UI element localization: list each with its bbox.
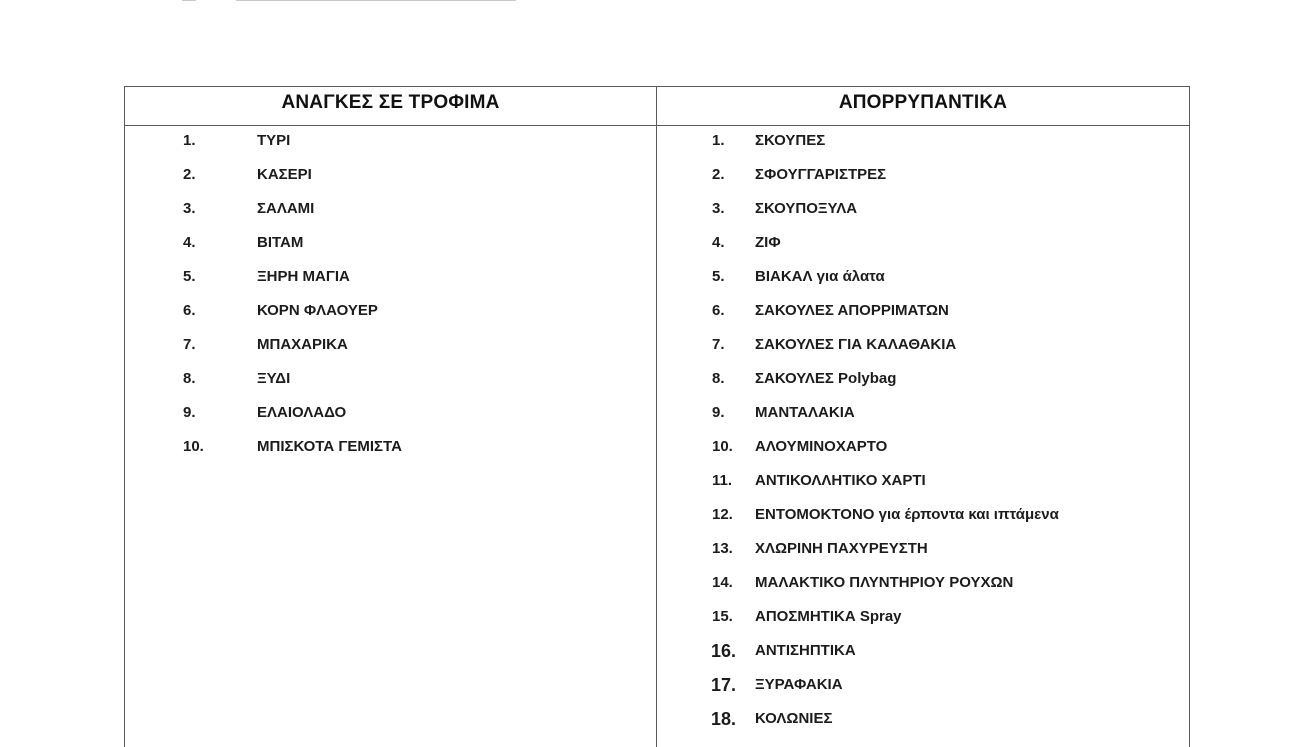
item-number: 10. [712,438,733,455]
item-text: ΕΛΑΙΟΛΑΔΟ [257,404,347,421]
item-text: ΒΙΑΚΑΛ για άλατα [755,268,885,285]
item-text: ΑΠΟΣΜΗΤΙΚΑ Spray [755,608,902,625]
item-text: ΚΑΣΕΡΙ [257,166,312,183]
item-text: ΒΙΤΑΜ [257,234,304,251]
item-text: ΚΟΛΩΝΙΕΣ [755,710,833,727]
detergent-list-item [657,127,1189,161]
item-text: ΣΑΚΟΥΛΕΣ ΑΠΟΡΡΙΜΑΤΩΝ [755,302,949,319]
detergent-list-item [657,569,1189,603]
food-list-item [125,365,656,399]
item-text: ΣΚΟΥΠΟΞΥΛΑ [755,200,858,217]
detergent-list-item [657,229,1189,263]
item-text: ΣΑΚΟΥΛΕΣ Polybag [755,370,897,387]
detergent-list-item [657,705,1189,739]
detergent-list-item [657,399,1189,433]
item-text: ΣΑΚΟΥΛΕΣ ΓΙΑ ΚΑΛΑΘΑΚΙΑ [755,336,957,353]
item-number: 8. [183,370,196,387]
cropped-previous-line [182,0,522,4]
food-list-item [125,195,656,229]
item-number: 3. [183,200,196,217]
item-text: ΣΦΟΥΓΓΑΡΙΣΤΡΕΣ [755,166,887,183]
item-text: ΞΥΔΙ [257,370,291,387]
item-number: 7. [712,336,725,353]
item-text: ΣΚΟΥΠΕΣ [755,132,826,149]
item-text: ΑΝΤΙΚΟΛΛΗΤΙΚΟ ΧΑΡΤΙ [755,472,926,489]
food-list-item [125,127,656,161]
food-list-item [125,433,656,467]
item-number: 2. [712,166,725,183]
item-text: ΑΛΟΥΜΙΝΟΧΑΡΤΟ [755,438,888,455]
item-text: ΜΠΙΣΚΟΤΑ ΓΕΜΙΣΤΑ [257,438,402,455]
item-text: ΑΝΤΙΣΗΠΤΙΚΑ [755,642,856,659]
food-list-item [125,331,656,365]
item-text: ΜΠΑΧΑΡΙΚΑ [257,336,348,353]
item-text: ΤΥΡΙ [257,132,291,149]
detergent-list-item [657,195,1189,229]
item-number: 4. [712,234,725,251]
item-number: 4. [183,234,196,251]
food-list-item [125,229,656,263]
item-number: 17. [711,675,737,695]
detergent-list-item [657,671,1189,705]
detergent-list-item [657,331,1189,365]
item-text: ΞΗΡΗ ΜΑΓΙΑ [257,268,350,285]
item-text: ΜΑΛΑΚΤΙΚΟ ΠΛΥΝΤΗΡΙΟΥ ΡΟΥΧΩΝ [755,574,1014,591]
food-list-item [125,161,656,195]
item-number: 1. [183,132,196,149]
detergent-list-item [657,161,1189,195]
supplies-table [124,86,1190,747]
item-number: 12. [712,506,733,523]
item-text: ΕΝΤΟΜΟΚΤΟΝΟ για έρποντα και ιπτάμενα [755,506,1059,523]
detergent-column-title: ΑΠΟΡΡΥΠΑΝΤΙΚΑ [838,92,1008,113]
detergent-list [657,127,1189,739]
item-number: 2. [183,166,196,183]
item-number: 13. [712,540,733,557]
item-number: 6. [183,302,196,319]
detergent-list-item [657,637,1189,671]
detergent-list-item [657,535,1189,569]
food-list-item [125,399,656,433]
detergent-list-item [657,433,1189,467]
food-list-item [125,263,656,297]
item-text: ΧΛΩΡΙΝΗ ΠΑΧΥΡΕΥΣΤΗ [755,540,928,557]
item-number: 9. [183,404,196,421]
item-text: ΚΟΡΝ ΦΛΑΟΥΕΡ [257,302,378,319]
item-number: 15. [712,608,733,625]
item-text: ΣΑΛΑΜΙ [257,200,315,217]
item-text: ΜΑΝΤΑΛΑΚΙΑ [755,404,855,421]
detergent-list-item [657,297,1189,331]
food-list-item [125,297,656,331]
item-number: 14. [712,574,733,591]
item-number: 8. [712,370,725,387]
detergent-list-item [657,263,1189,297]
detergent-list-item [657,501,1189,535]
item-number: 6. [712,302,725,319]
item-text: ΖΙΦ [755,234,781,251]
item-number: 9. [712,404,725,421]
item-number: 16. [711,641,737,661]
detergent-list-item [657,467,1189,501]
item-text: ΞΥΡΑΦΑΚΙΑ [755,676,843,693]
item-number: 10. [183,438,204,455]
detergent-list-item [657,365,1189,399]
food-list [125,127,656,467]
item-number: 7. [183,336,196,353]
item-number: 11. [712,472,733,489]
detergent-list-item [657,603,1189,637]
item-number: 5. [712,268,725,285]
item-number: 1. [712,132,725,149]
item-number: 3. [712,200,725,217]
table-header-row [125,87,1189,126]
item-number: 18. [711,709,737,729]
item-number: 5. [183,268,196,285]
food-column-title: ΑΝΑΓΚΕΣ ΣΕ ΤΡΟΦΙΜΑ [281,92,500,113]
